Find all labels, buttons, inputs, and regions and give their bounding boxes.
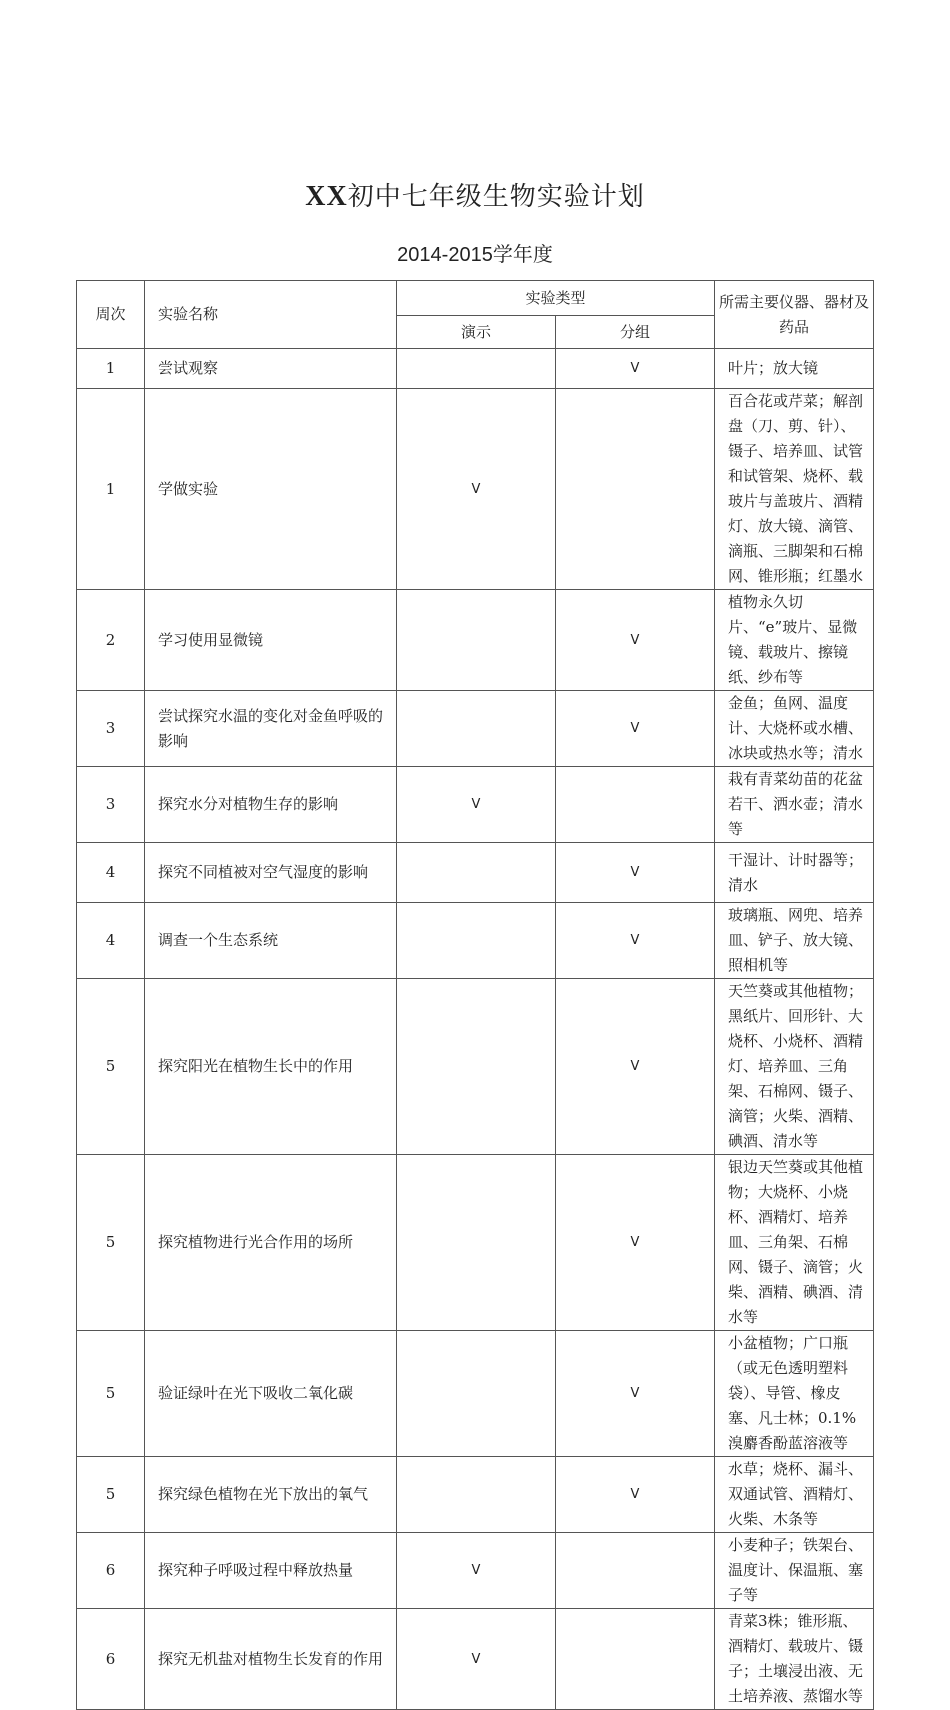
cell-week: 4 (77, 843, 145, 903)
cell-group (556, 389, 715, 590)
cell-week: 1 (77, 349, 145, 389)
experiment-plan-table (76, 280, 874, 1710)
cell-week: 5 (77, 1331, 145, 1457)
cell-demo (397, 903, 556, 979)
cell-group (556, 767, 715, 843)
cell-group: V (556, 691, 715, 767)
cell-week: 4 (77, 903, 145, 979)
table-row (77, 389, 874, 590)
cell-name: 探究植物进行光合作用的场所 (145, 1155, 397, 1331)
cell-demo (397, 590, 556, 691)
cell-demo: V (397, 767, 556, 843)
title-prefix: XX (305, 181, 348, 212)
cell-demo (397, 1457, 556, 1533)
cell-materials: 小盆植物；广口瓶（或无色透明塑料袋）、导管、橡皮塞、凡士林；0.1%溴麝香酚蓝溶液等 (715, 1331, 874, 1457)
cell-materials: 金鱼；鱼网、温度计、大烧杯或水槽、冰块或热水等；清水 (715, 691, 874, 767)
cell-group: V (556, 979, 715, 1155)
page-subtitle: 2014-2015学年度 (397, 244, 553, 266)
table-row (77, 1457, 874, 1533)
header-group: 分组 (556, 316, 715, 349)
table-row (77, 767, 874, 843)
cell-materials: 百合花或芹菜；解剖盘（刀、剪、针）、镊子、培养皿、试管和试管架、烧杯、载玻片与盖玻片、酒精灯、放大镜、滴管、滴瓶、三脚架和石棉网、锥形瓶；红墨水 (715, 389, 874, 590)
header-materials: 所需主要仪器、器材及药品 (715, 281, 874, 349)
cell-demo (397, 1331, 556, 1457)
cell-group: V (556, 1457, 715, 1533)
cell-name: 尝试探究水温的变化对金鱼呼吸的影响 (145, 691, 397, 767)
cell-materials: 水草；烧杯、漏斗、双通试管、酒精灯、火柴、木条等 (715, 1457, 874, 1533)
header-type: 实验类型 (397, 281, 715, 316)
cell-materials: 干湿计、计时器等；清水 (715, 843, 874, 903)
cell-group: V (556, 1155, 715, 1331)
table-row (77, 979, 874, 1155)
table-row (77, 349, 874, 389)
cell-name: 验证绿叶在光下吸收二氧化碳 (145, 1331, 397, 1457)
header-week: 周次 (77, 281, 145, 349)
cell-name: 尝试观察 (145, 349, 397, 389)
cell-demo (397, 979, 556, 1155)
cell-group: V (556, 843, 715, 903)
cell-name: 探究水分对植物生存的影响 (145, 767, 397, 843)
cell-demo (397, 1155, 556, 1331)
cell-name: 调查一个生态系统 (145, 903, 397, 979)
table-row (77, 1533, 874, 1609)
header-demo: 演示 (397, 316, 556, 349)
table-row (77, 691, 874, 767)
cell-materials: 银边天竺葵或其他植物；大烧杯、小烧杯、酒精灯、培养皿、三角架、石棉网、镊子、滴管；火柴、酒精、碘酒、清水等 (715, 1155, 874, 1331)
cell-demo: V (397, 1533, 556, 1609)
cell-demo: V (397, 1609, 556, 1710)
cell-materials: 植物永久切片、“e”玻片、显微镜、载玻片、擦镜纸、纱布等 (715, 590, 874, 691)
cell-week: 3 (77, 691, 145, 767)
cell-name: 探究阳光在植物生长中的作用 (145, 979, 397, 1155)
header-name: 实验名称 (145, 281, 397, 349)
cell-materials: 天竺葵或其他植物；黑纸片、回形针、大烧杯、小烧杯、酒精灯、培养皿、三角架、石棉网、镊子、滴管；火柴、酒精、碘酒、清水等 (715, 979, 874, 1155)
cell-group: V (556, 590, 715, 691)
table-body (77, 349, 874, 1710)
cell-name: 学做实验 (145, 389, 397, 590)
table-row (77, 843, 874, 903)
cell-demo: V (397, 389, 556, 590)
page-title (0, 176, 950, 213)
cell-group (556, 1533, 715, 1609)
cell-group (556, 1609, 715, 1710)
cell-name: 探究无机盐对植物生长发育的作用 (145, 1609, 397, 1710)
table-row (77, 590, 874, 691)
cell-week: 1 (77, 389, 145, 590)
cell-week: 3 (77, 767, 145, 843)
cell-week: 5 (77, 1155, 145, 1331)
cell-group: V (556, 1331, 715, 1457)
table-row (77, 1155, 874, 1331)
cell-materials: 玻璃瓶、网兜、培养皿、铲子、放大镜、照相机等 (715, 903, 874, 979)
cell-name: 学习使用显微镜 (145, 590, 397, 691)
cell-materials: 栽有青菜幼苗的花盆若干、洒水壶；清水等 (715, 767, 874, 843)
cell-materials: 青菜3株；锥形瓶、酒精灯、载玻片、镊子；土壤浸出液、无土培养液、蒸馏水等 (715, 1609, 874, 1710)
cell-group: V (556, 349, 715, 389)
cell-name: 探究不同植被对空气湿度的影响 (145, 843, 397, 903)
cell-materials: 叶片；放大镜 (715, 349, 874, 389)
table-row (77, 903, 874, 979)
table-row (77, 1609, 874, 1710)
cell-week: 6 (77, 1533, 145, 1609)
cell-week: 2 (77, 590, 145, 691)
cell-demo (397, 843, 556, 903)
cell-demo (397, 349, 556, 389)
cell-week: 6 (77, 1609, 145, 1710)
cell-name: 探究绿色植物在光下放出的氧气 (145, 1457, 397, 1533)
cell-name: 探究种子呼吸过程中释放热量 (145, 1533, 397, 1609)
cell-demo (397, 691, 556, 767)
cell-group: V (556, 903, 715, 979)
cell-week: 5 (77, 979, 145, 1155)
cell-materials: 小麦种子；铁架台、温度计、保温瓶、塞子等 (715, 1533, 874, 1609)
title-text: 初中七年级生物实验计划 (347, 182, 645, 212)
cell-week: 5 (77, 1457, 145, 1533)
table-row (77, 1331, 874, 1457)
